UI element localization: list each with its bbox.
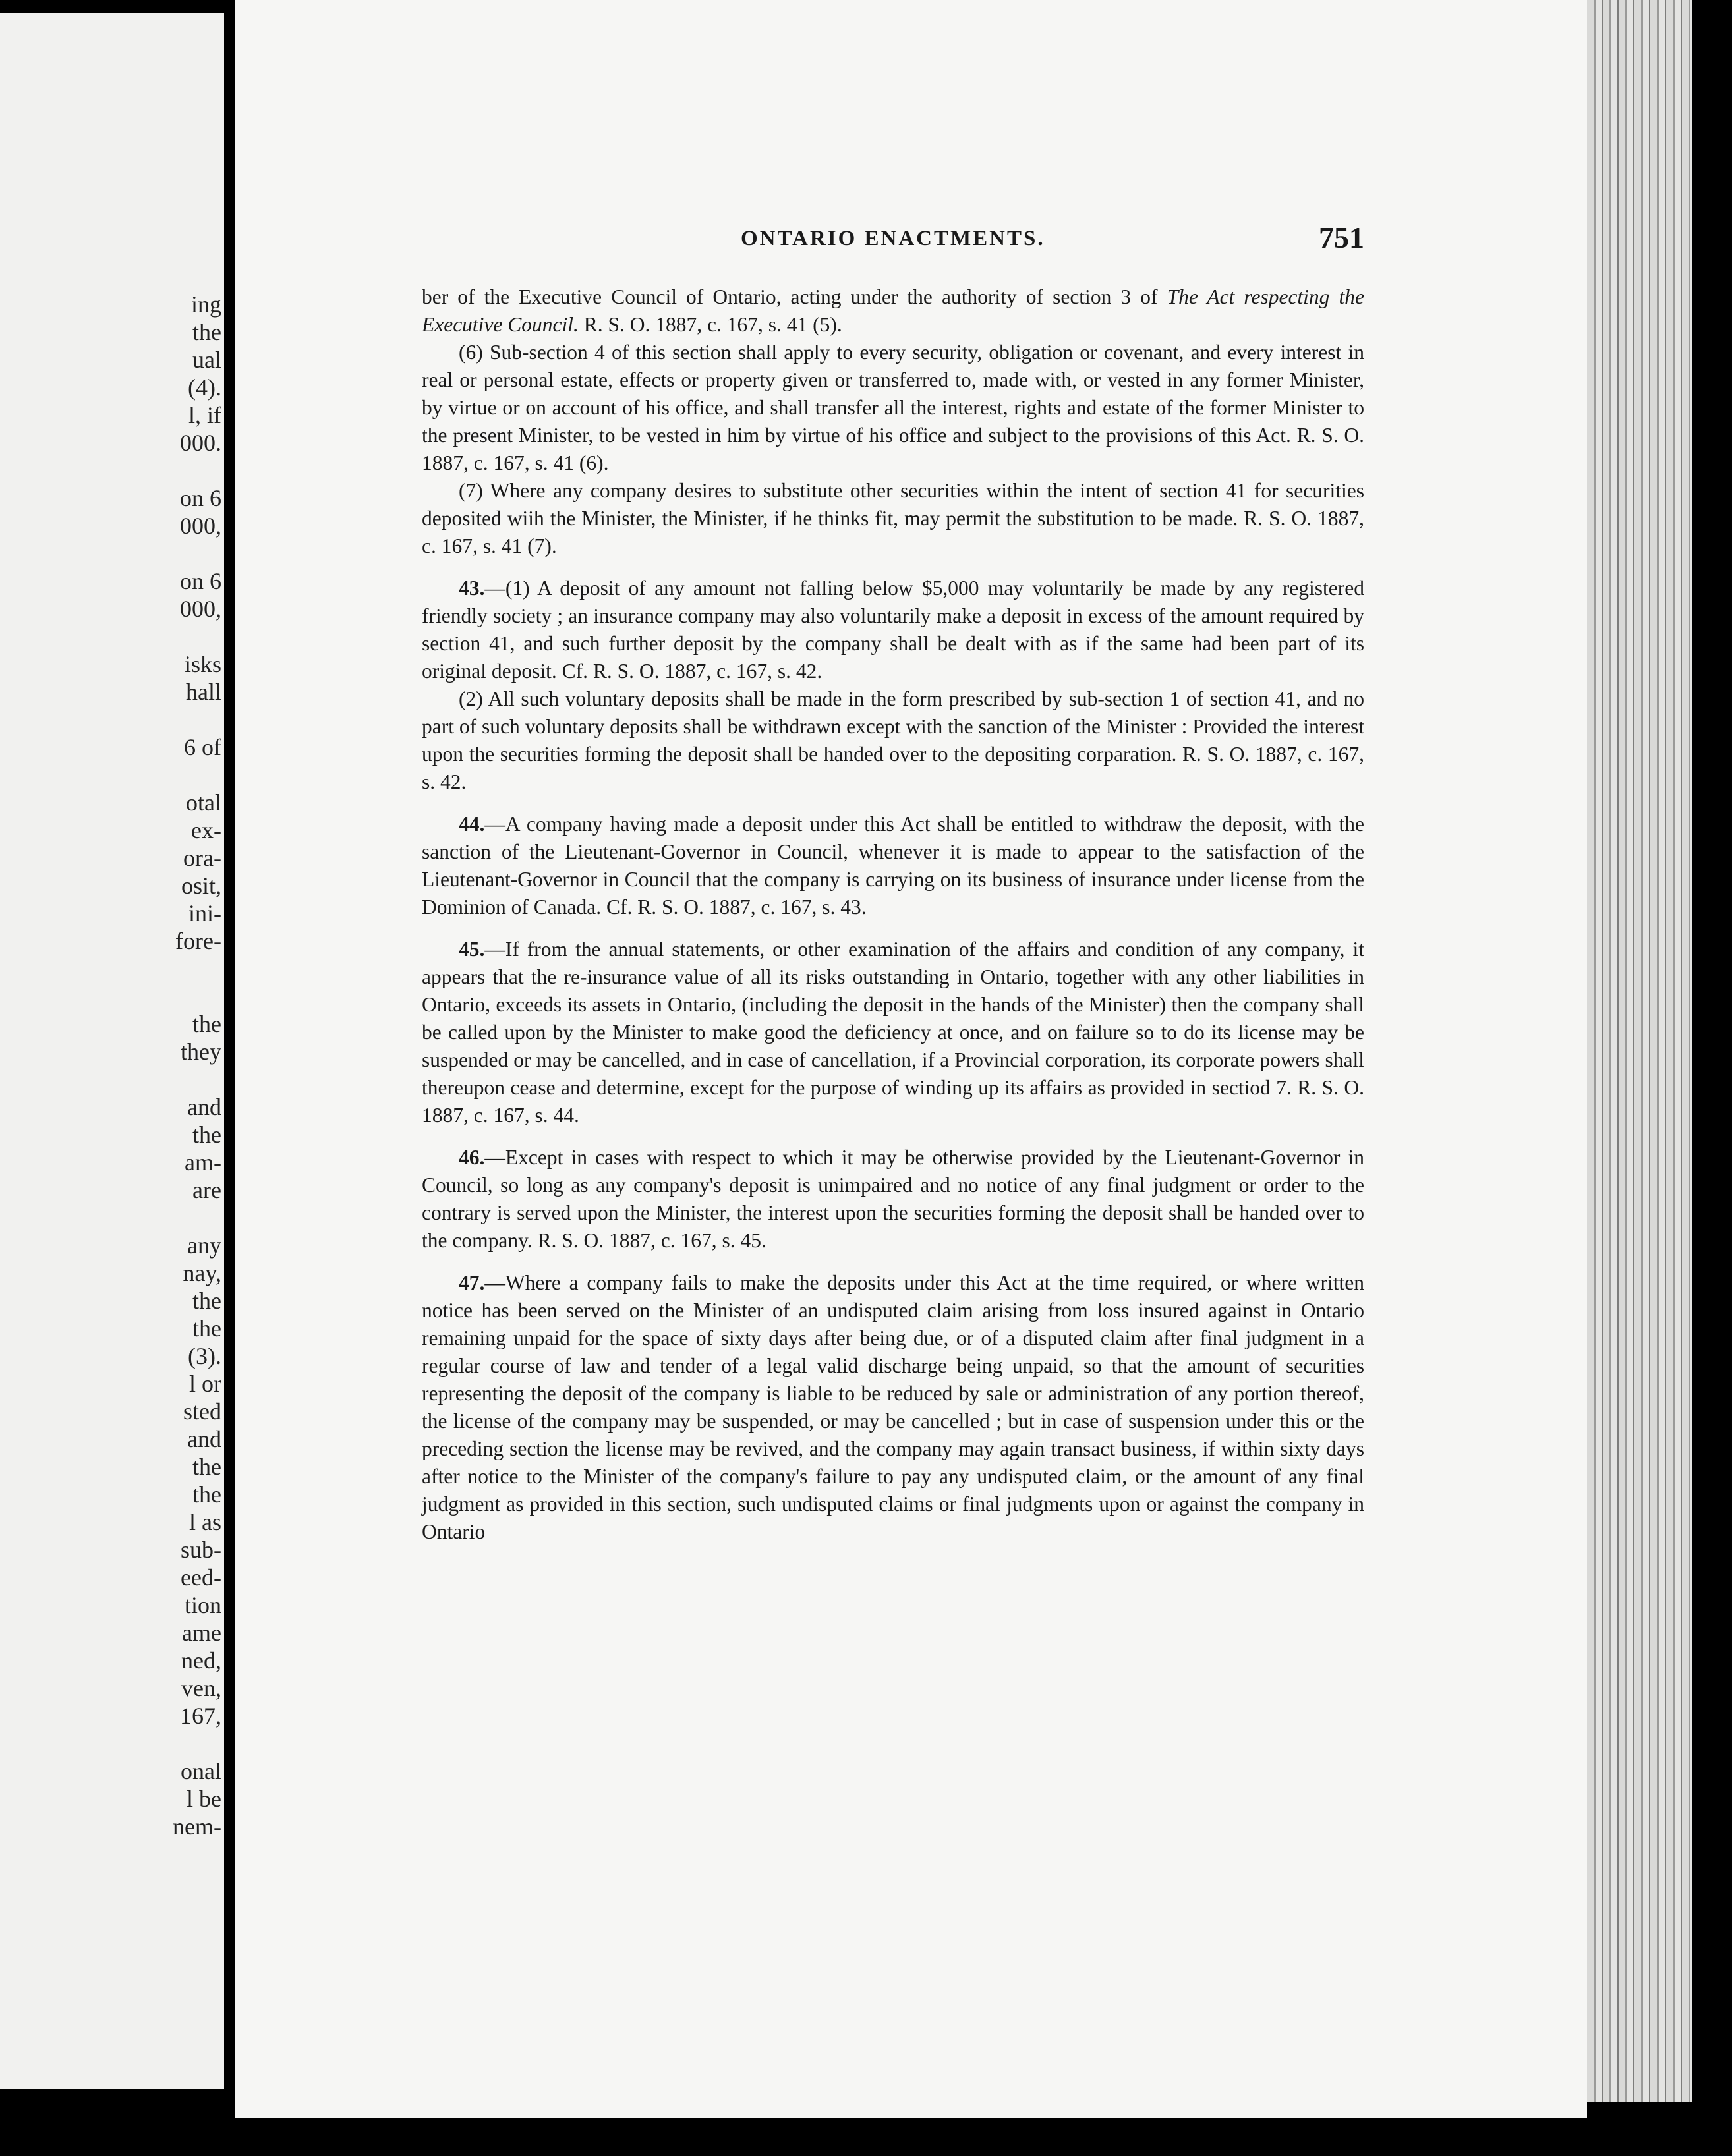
left-fragment: 6 of xyxy=(184,734,221,760)
left-fragment: 000. xyxy=(180,430,221,456)
left-fragment: ora- xyxy=(183,845,221,871)
left-fragment: l, if xyxy=(188,402,221,428)
left-fragment: tion xyxy=(184,1592,221,1618)
page-header xyxy=(504,220,1364,260)
left-fragment: ual xyxy=(192,347,221,373)
paragraph xyxy=(422,283,1364,339)
paragraph-text: —Where a company fails to make the deposits under this Act at the time required, or where written notice has been served on the Minister of an undisputed claim arising from loss insured against in Ontario remaining unpaid for the space of sixty days after being due, or of a disputed claim after final judgment in a regular course of law and tender of a legal valid discharge being unpaid, so that the amount of securities representing the deposit of the company is liable to be reduced by sale or administration of any portion thereof, the license of the company may be suspended, or may be cancelled ; but in case of suspension under this or the preceding section the license may be revived, and the company may again transact business, if within sixty days after notice to the Minister of the company's failure to pay any undisputed claim, or the amount of any final judgment as provided in this section, such undisputed claims or final judgments upon or against the company in Ontario xyxy=(422,1271,1364,1543)
body-text xyxy=(422,283,1364,1546)
left-fragment: ned, xyxy=(181,1647,221,1674)
left-fragment: ven, xyxy=(181,1675,221,1701)
book-gutter xyxy=(224,0,235,2156)
section-44 xyxy=(422,810,1364,921)
left-fragment: the xyxy=(192,1454,221,1480)
left-fragment: and xyxy=(187,1426,221,1452)
left-fragment: the xyxy=(192,1288,221,1314)
left-fragment: (3). xyxy=(188,1343,221,1369)
left-fragment: ini- xyxy=(188,900,221,926)
italic-act-title: The Act respecting the Executive Council. xyxy=(422,285,1364,336)
section-45 xyxy=(422,936,1364,1129)
left-fragment: 167, xyxy=(180,1703,221,1729)
left-fragment: nem- xyxy=(173,1813,221,1840)
background-edge xyxy=(1692,0,1732,2156)
page-edges xyxy=(1587,0,1692,2102)
left-fragment: any xyxy=(187,1232,221,1259)
running-head: ONTARIO ENACTMENTS. xyxy=(741,227,1045,250)
left-fragment: 000, xyxy=(180,596,221,622)
section-number: 44. xyxy=(459,812,485,836)
left-fragment: l as xyxy=(189,1509,221,1535)
section-number: 46. xyxy=(459,1146,485,1169)
paragraph-text: (2) All such voluntary deposits shall be made in the form prescribed by sub-section 1 of section 41, and no part of such voluntary deposits shall be withdrawn except with the sanction of the Minister : Provided the interest upon the securities forming the deposit shall be handed over to the depositing corparation. R. S. O. 1887, c. 167, s. 42. xyxy=(422,687,1364,793)
left-fragment: osit, xyxy=(181,872,221,899)
left-fragment: onal xyxy=(181,1758,221,1784)
paragraph xyxy=(422,477,1364,560)
left-fragment: and xyxy=(187,1094,221,1120)
paragraph xyxy=(422,685,1364,796)
left-fragment: the xyxy=(192,1011,221,1037)
left-fragment: ex- xyxy=(191,817,221,843)
left-fragment: the xyxy=(192,1481,221,1508)
left-fragment: eed- xyxy=(181,1564,221,1591)
page-number: 751 xyxy=(1319,221,1364,254)
left-fragment: the xyxy=(192,1315,221,1342)
paragraph-text: —Except in cases with respect to which it may be otherwise provided by the Lieutenant-Governor in Council, so long as any company's deposit is unimpaired and no notice of any final judgment or order to the contrary is served upon the Minister, the interest upon the securities forming the deposit shall be handed over to the company. R. S. O. 1887, c. 167, s. 45. xyxy=(422,1146,1364,1252)
paragraph-text: —(1) A deposit of any amount not falling below $5,000 may voluntarily be made by any registered friendly society ; an insurance company may also voluntarily make a deposit in excess of the amount required by section 41, and such further deposit by the company shall be dealt with as if the same had been part of its original deposit. Cf. R. S. O. 1887, c. 167, s. 42. xyxy=(422,577,1364,683)
section-number: 43. xyxy=(459,577,485,600)
left-fragment: ing xyxy=(190,291,221,318)
paragraph-text: ber of the Executive Council of Ontario, acting under the authority of section 3 of xyxy=(422,285,1158,308)
section-number: 45. xyxy=(459,938,485,961)
section-46 xyxy=(422,1144,1364,1255)
left-fragment: on 6 xyxy=(180,568,221,594)
paragraph-text: (7) Where any company desires to substitute other securities within the intent of section 41 for securities deposited wiih the Minister, the Minister, if he thinks fit, may permit the substitution to be made. R. S. O. 1887, c. 167, s. 41 (7). xyxy=(422,479,1364,557)
left-fragment: on 6 xyxy=(180,485,221,511)
paragraph xyxy=(422,339,1364,477)
left-fragment: otal xyxy=(186,789,221,816)
section-47 xyxy=(422,1269,1364,1546)
left-fragment: they xyxy=(181,1038,221,1065)
paragraph-text: —If from the annual statements, or other examination of the affairs and condition of any company, it appears that the re-insurance value of all its risks outstanding in Ontario, together with any other liabilities in Ontario, exceeds its assets in Ontario, (including the deposit in the hands of the Minister) then the company shall be called upon by the Minister to make good the deficiency at once, and on failure so to do its license may be suspended or may be cancelled, and in case of cancellation, if a Provincial corporation, its corporate powers shall thereupon cease and determine, except for the purpose of winding up its affairs as provided in sectiod 7. R. S. O. 1887, c. 167, s. 44. xyxy=(422,938,1364,1127)
paragraph-text: —A company having made a deposit under this Act shall be entitled to withdraw the deposit, with the sanction of the Lieutenant-Governor in Council, whenever it is made to appear to the satisfaction of the Lieutenant-Governor in Council that the company is carrying on its business of insurance under license from the Dominion of Canada. Cf. R. S. O. 1887, c. 167, s. 43. xyxy=(422,812,1364,919)
left-fragment: ame xyxy=(182,1620,221,1646)
left-fragment: 000, xyxy=(180,513,221,539)
left-fragment: sub- xyxy=(181,1537,221,1563)
left-fragment: sted xyxy=(183,1398,221,1425)
left-fragment: the xyxy=(192,1121,221,1148)
section-number: 47. xyxy=(459,1271,485,1294)
left-fragment: hall xyxy=(186,679,221,705)
citation: R. S. O. 1887, c. 167, s. 41 (5). xyxy=(578,313,842,336)
left-fragment: the xyxy=(192,319,221,345)
left-facing-page xyxy=(0,13,224,2089)
left-fragment: fore- xyxy=(175,928,221,954)
left-fragment: nay, xyxy=(183,1260,221,1286)
left-fragment: isks xyxy=(184,651,221,677)
left-fragment: are xyxy=(192,1177,221,1203)
section-43 xyxy=(422,575,1364,685)
left-fragment: am- xyxy=(185,1149,221,1176)
left-fragment: l be xyxy=(187,1786,221,1812)
paragraph-text: (6) Sub-section 4 of this section shall apply to every security, obligation or covenant, and every interest in real or personal estate, effects or property given or transferred to, made with, or vested in any former Minister, by virtue or on account of his office, and shall transfer all the interest, rights and estate of the former Minister to the present Minister, to be vested in him by virtue of his office and subject to the provisions of this Act. R. S. O. 1887, c. 167, s. 41 (6). xyxy=(422,341,1364,474)
left-fragment: (4). xyxy=(188,374,221,401)
left-fragment: l or xyxy=(189,1371,221,1397)
